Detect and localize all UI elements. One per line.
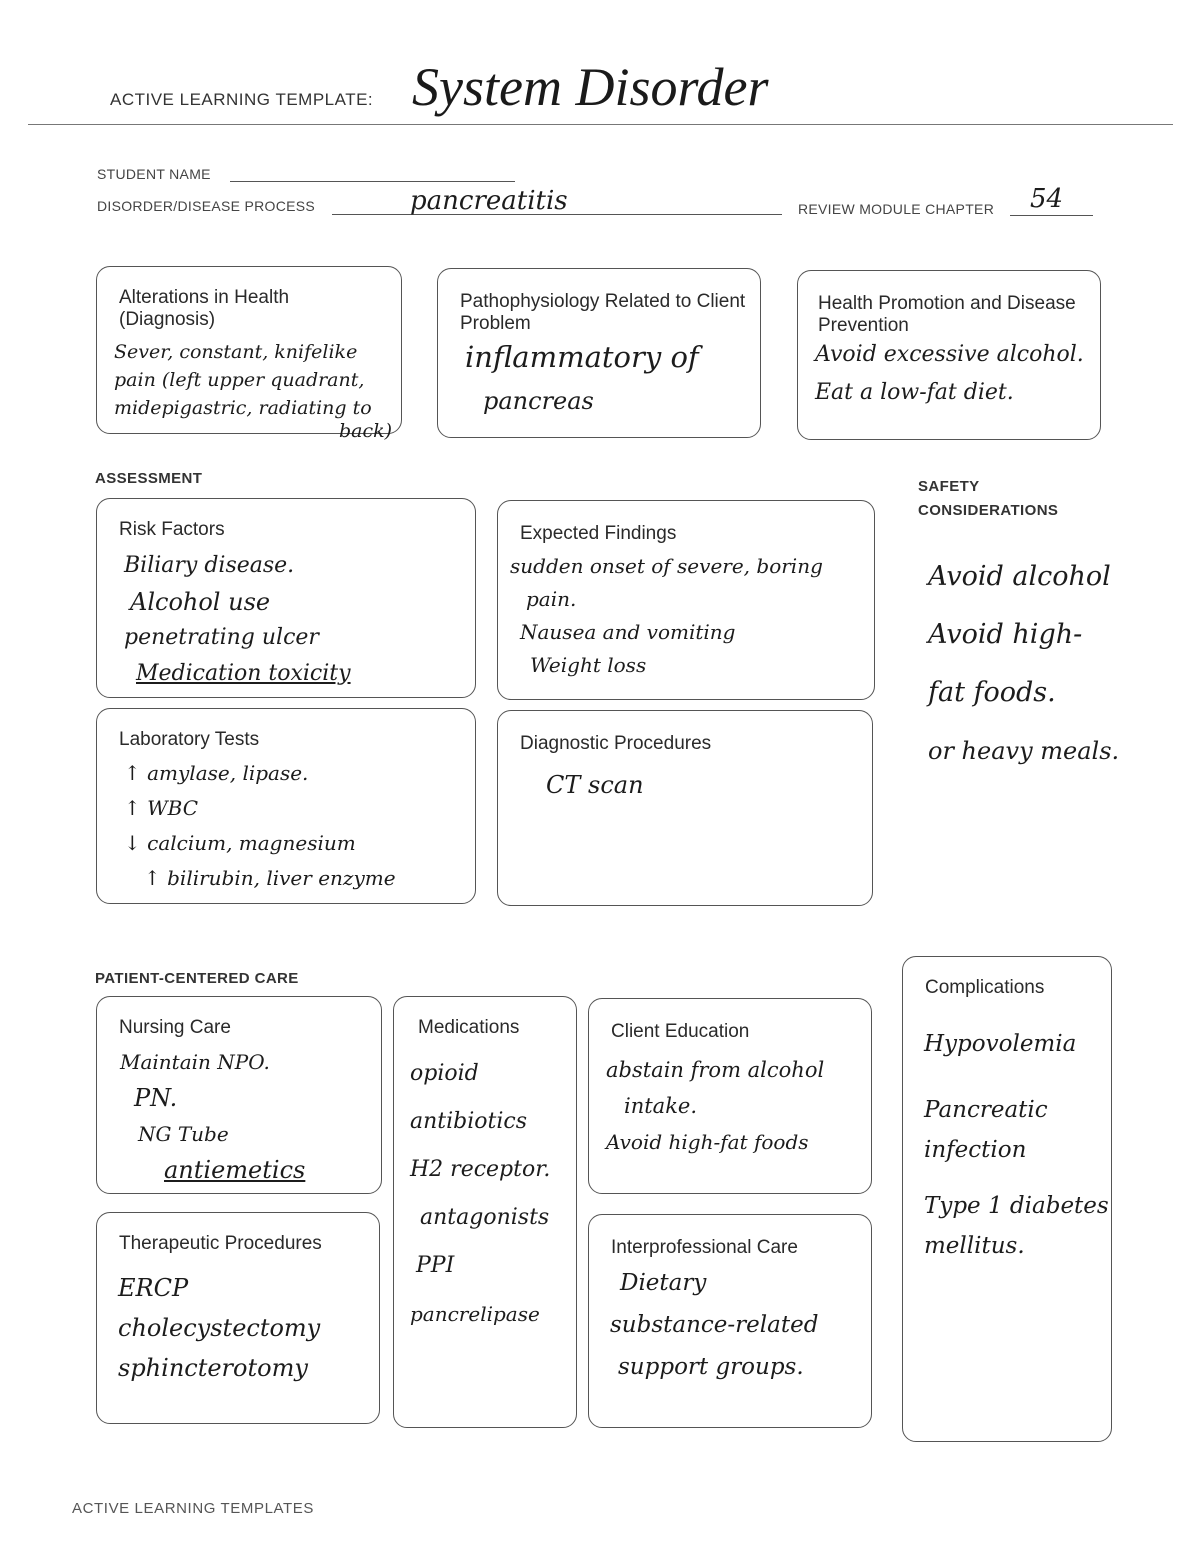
patient-care-heading: PATIENT-CENTERED CARE <box>95 970 299 987</box>
safety-line: Avoid alcohol <box>928 561 1111 592</box>
footer-text: ACTIVE LEARNING TEMPLATES <box>72 1500 314 1517</box>
expected-findings-notes <box>510 550 823 682</box>
pathophysiology-title: Pathophysiology Related to Client Problem <box>460 291 746 334</box>
chapter-label: REVIEW MODULE CHAPTER <box>798 201 995 217</box>
alterations-notes <box>114 338 444 440</box>
interprofessional-line: substance-related <box>610 1312 819 1338</box>
lab-tests-notes <box>124 756 396 896</box>
risk-factor-line: Medication toxicity <box>136 661 351 686</box>
therapeutic-title: Therapeutic Procedures <box>119 1233 322 1254</box>
medications-title: Medications <box>418 1017 520 1038</box>
template-title: System Disorder <box>412 57 769 117</box>
lab-tests-title: Laboratory Tests <box>119 729 260 750</box>
pathophysiology-line: inflammatory of <box>465 340 699 374</box>
medication-line: H2 receptor. <box>410 1157 551 1182</box>
safety-heading: SAFETY CONSIDERATIONS <box>918 478 1059 519</box>
complication-line: Pancreatic <box>924 1097 1048 1123</box>
interprofessional-title: Interprofessional Care <box>611 1237 798 1258</box>
pathophysiology-line: pancreas <box>483 387 594 415</box>
risk-factor-line: Alcohol use <box>130 588 271 616</box>
alterations-line: pain (left upper quadrant, <box>114 369 365 391</box>
medication-line: pancrelipase <box>410 1302 540 1326</box>
medication-line: PPI <box>416 1253 455 1278</box>
therapeutic-line: ERCP <box>118 1274 189 1302</box>
medications-notes <box>410 1050 550 1338</box>
medication-line: antibiotics <box>410 1109 528 1134</box>
nursing-care-line: antiemetics <box>164 1156 306 1184</box>
chapter-value: 54 <box>1030 184 1064 214</box>
client-education-line: Avoid high-fat foods <box>606 1130 809 1154</box>
complication-line: infection <box>924 1137 1027 1163</box>
health-promotion-title: Health Promotion and Disease Prevention <box>818 293 1076 336</box>
risk-factors-title: Risk Factors <box>119 519 225 540</box>
nursing-care-line: PN. <box>134 1084 178 1112</box>
disorder-label: DISORDER/DISEASE PROCESS <box>97 198 316 214</box>
client-education-title: Client Education <box>611 1021 750 1042</box>
header-rule <box>28 124 1173 125</box>
lab-test-line: ↑ bilirubin, liver enzyme <box>144 866 396 890</box>
expected-finding-line: Nausea and vomiting <box>520 620 736 644</box>
diagnostic-title: Diagnostic Procedures <box>520 733 712 754</box>
client-education-line: abstain from alcohol <box>606 1058 825 1082</box>
medication-line: opioid <box>410 1061 479 1086</box>
nursing-care-line: NG Tube <box>138 1122 229 1146</box>
lab-test-line: ↑ WBC <box>124 796 199 820</box>
risk-factor-line: penetrating ulcer <box>124 625 319 650</box>
alterations-line: midepigastric, radiating to <box>114 397 372 419</box>
risk-factor-line: Biliary disease. <box>124 553 295 578</box>
safety-line: fat foods. <box>928 677 1056 708</box>
complications-notes <box>924 1024 1109 1266</box>
template-label: ACTIVE LEARNING TEMPLATE: <box>110 90 374 109</box>
complication-line: Hypovolemia <box>924 1031 1077 1057</box>
complication-line: mellitus. <box>924 1233 1025 1259</box>
diagnostic-box <box>497 710 873 906</box>
student-name-label: STUDENT NAME <box>97 166 211 182</box>
risk-factors-notes <box>124 548 351 692</box>
disorder-value: pancreatitis <box>410 186 568 216</box>
health-promotion-line: Eat a low-fat diet. <box>815 380 1014 405</box>
nursing-care-title: Nursing Care <box>119 1017 231 1038</box>
safety-line: Avoid high- <box>928 619 1083 650</box>
safety-notes <box>928 548 1119 780</box>
therapeutic-notes <box>118 1268 320 1388</box>
therapeutic-line: cholecystectomy <box>118 1314 321 1342</box>
medication-line: antagonists <box>420 1205 550 1230</box>
complication-line: Type 1 diabetes <box>924 1193 1109 1219</box>
alterations-line: Sever, constant, knifelike <box>114 341 358 363</box>
lab-test-line: ↓ calcium, magnesium <box>124 831 356 855</box>
safety-line: or heavy meals. <box>928 737 1120 765</box>
assessment-heading: ASSESSMENT <box>95 470 203 487</box>
chapter-line <box>1010 215 1093 216</box>
diagnostic-notes <box>546 768 644 802</box>
complications-title: Complications <box>925 977 1045 998</box>
client-education-line: intake. <box>624 1094 698 1118</box>
therapeutic-line: sphincterotomy <box>118 1354 308 1382</box>
student-name-line <box>230 181 515 182</box>
health-promotion-line: Avoid excessive alcohol. <box>815 342 1084 367</box>
pathophysiology-notes <box>465 335 699 423</box>
interprofessional-notes <box>610 1262 818 1388</box>
lab-test-line: ↑ amylase, lipase. <box>124 761 309 785</box>
interprofessional-line: Dietary <box>620 1270 707 1296</box>
diagnostic-line: CT scan <box>546 771 644 799</box>
expected-finding-line: sudden onset of severe, boring <box>510 554 823 578</box>
expected-finding-line: pain. <box>526 587 577 611</box>
expected-finding-line: Weight loss <box>530 653 647 677</box>
nursing-care-line: Maintain NPO. <box>120 1050 270 1074</box>
health-promotion-notes <box>815 336 1084 412</box>
complication-line <box>924 1170 1109 1186</box>
client-education-notes <box>606 1052 824 1160</box>
nursing-care-notes <box>120 1044 305 1188</box>
interprofessional-line: support groups. <box>618 1354 804 1380</box>
expected-findings-title: Expected Findings <box>520 523 677 544</box>
alterations-line: back) <box>339 420 393 442</box>
alterations-title: Alterations in Health (Diagnosis) <box>119 287 290 330</box>
